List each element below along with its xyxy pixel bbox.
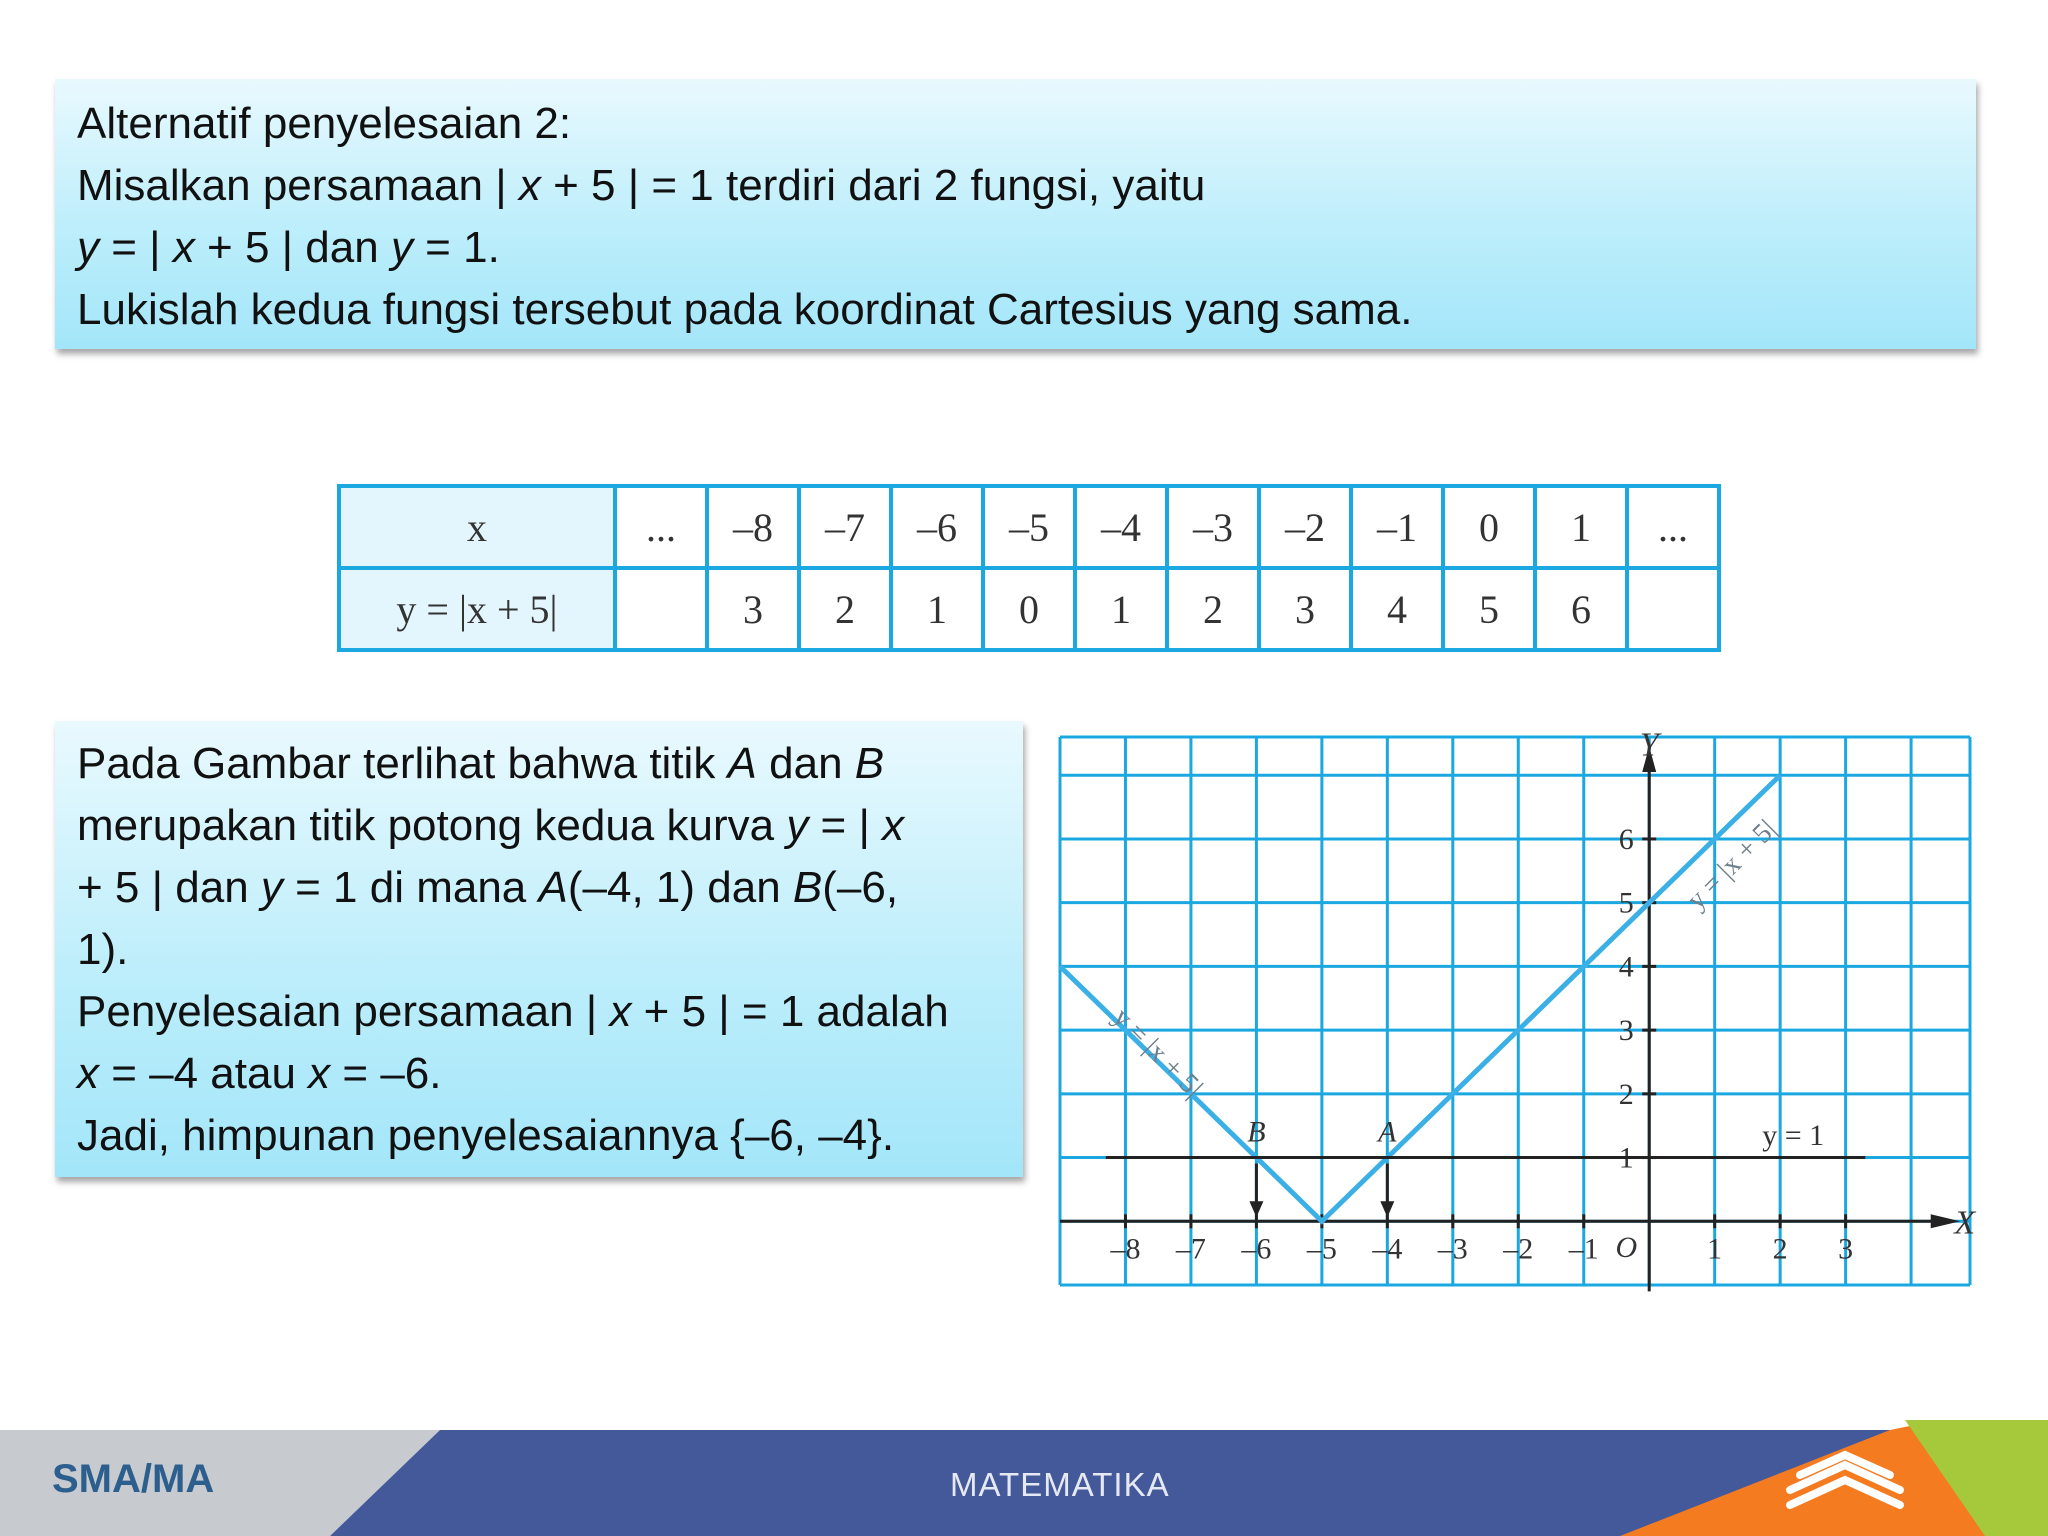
- x-cell: –4: [1075, 486, 1167, 568]
- drop-arrow-icon: [1249, 1201, 1263, 1217]
- y-cell: 3: [707, 568, 799, 650]
- y-tick-label: 5: [1618, 886, 1634, 920]
- x-cell: –2: [1259, 486, 1351, 568]
- y-cell: 1: [1075, 568, 1167, 650]
- y-cell: 0: [983, 568, 1075, 650]
- x-tick-label: –3: [1437, 1232, 1468, 1266]
- y-cell: [615, 568, 707, 650]
- x-cell: –8: [707, 486, 799, 568]
- y-cell: 2: [799, 568, 891, 650]
- x-tick-label: –1: [1568, 1232, 1599, 1266]
- value-table: [337, 484, 1721, 652]
- y-tick-label: 4: [1618, 950, 1634, 984]
- problem-line-3: y = | x + 5 | dan y = 1.: [77, 223, 500, 272]
- x-cell: ...: [615, 486, 707, 568]
- y-axis-label: Y: [1639, 726, 1659, 764]
- origin-label: O: [1615, 1231, 1638, 1265]
- subject-label: MATEMATIKA: [950, 1466, 1170, 1503]
- table-row-y: [339, 568, 1719, 650]
- explanation-box: [55, 721, 1023, 1177]
- x-tick-label: –6: [1241, 1232, 1272, 1266]
- x-tick-label: 2: [1772, 1232, 1788, 1266]
- x-cell: –7: [799, 486, 891, 568]
- explanation-line-6: x = –4 atau x = –6.: [77, 1049, 442, 1098]
- y-cell: 5: [1443, 568, 1535, 650]
- drop-arrow-icon: [1380, 1201, 1394, 1217]
- x-tick-label: 3: [1838, 1232, 1854, 1266]
- y-cell: 3: [1259, 568, 1351, 650]
- point-label: B: [1247, 1115, 1266, 1149]
- problem-title: Alternatif penyelesaian 2:: [77, 99, 572, 148]
- x-tick-label: 1: [1707, 1232, 1723, 1266]
- y-cell: 4: [1351, 568, 1443, 650]
- table-row-x: [339, 486, 1719, 568]
- y-tick-label: 1: [1618, 1141, 1634, 1175]
- y-cell: 2: [1167, 568, 1259, 650]
- x-cell: –6: [891, 486, 983, 568]
- row-y-label: y = |x + 5|: [339, 568, 615, 650]
- explanation-line-5: Penyelesaian persamaan | x + 5 | = 1 adalah: [77, 987, 949, 1036]
- row-x-label: x: [339, 486, 615, 568]
- x-cell: ...: [1627, 486, 1719, 568]
- curve-abs: [1060, 775, 1780, 1221]
- x-tick-label: –7: [1175, 1232, 1206, 1266]
- x-cell: –3: [1167, 486, 1259, 568]
- explanation-line-2: merupakan titik potong kedua kurva y = | x: [77, 801, 905, 850]
- y-cell: 6: [1535, 568, 1627, 650]
- y-cell: 1: [891, 568, 983, 650]
- line-label: y = 1: [1762, 1118, 1825, 1152]
- y-tick-label: 3: [1618, 1014, 1634, 1048]
- problem-line-2: Misalkan persamaan | x + 5 | = 1 terdiri dari 2 fungsi, yaitu: [77, 161, 1206, 210]
- problem-line-4: Lukislah kedua fungsi tersebut pada koordinat Cartesius yang sama.: [77, 285, 1413, 334]
- x-cell: –5: [983, 486, 1075, 568]
- x-cell: 1: [1535, 486, 1627, 568]
- explanation-line-3: + 5 | dan y = 1 di mana A(–4, 1) dan B(–6,: [77, 863, 899, 912]
- x-tick-label: –8: [1110, 1232, 1141, 1266]
- explanation-line-7: Jadi, himpunan penyelesaiannya {–6, –4}.: [77, 1111, 895, 1160]
- point-label: A: [1378, 1115, 1397, 1149]
- x-tick-label: –5: [1306, 1232, 1337, 1266]
- x-axis-label: X: [1954, 1204, 1976, 1242]
- y-cell: [1627, 568, 1719, 650]
- brand-label: SMA/MA: [52, 1457, 215, 1501]
- x-tick-label: –4: [1372, 1232, 1403, 1266]
- x-cell: –1: [1351, 486, 1443, 568]
- curve-label-left: y = |x + 5|: [1106, 1001, 1209, 1104]
- y-tick-label: 6: [1618, 822, 1634, 856]
- curve-label-right: y = |x + 5|: [1680, 813, 1783, 916]
- explanation-line-1: Pada Gambar terlihat bahwa titik A dan B: [77, 739, 885, 788]
- problem-box: [55, 79, 1976, 349]
- x-tick-label: –2: [1503, 1232, 1534, 1266]
- explanation-line-4: 1).: [77, 925, 129, 974]
- y-tick-label: 2: [1618, 1077, 1634, 1111]
- x-cell: 0: [1443, 486, 1535, 568]
- graph: [1058, 726, 1976, 1285]
